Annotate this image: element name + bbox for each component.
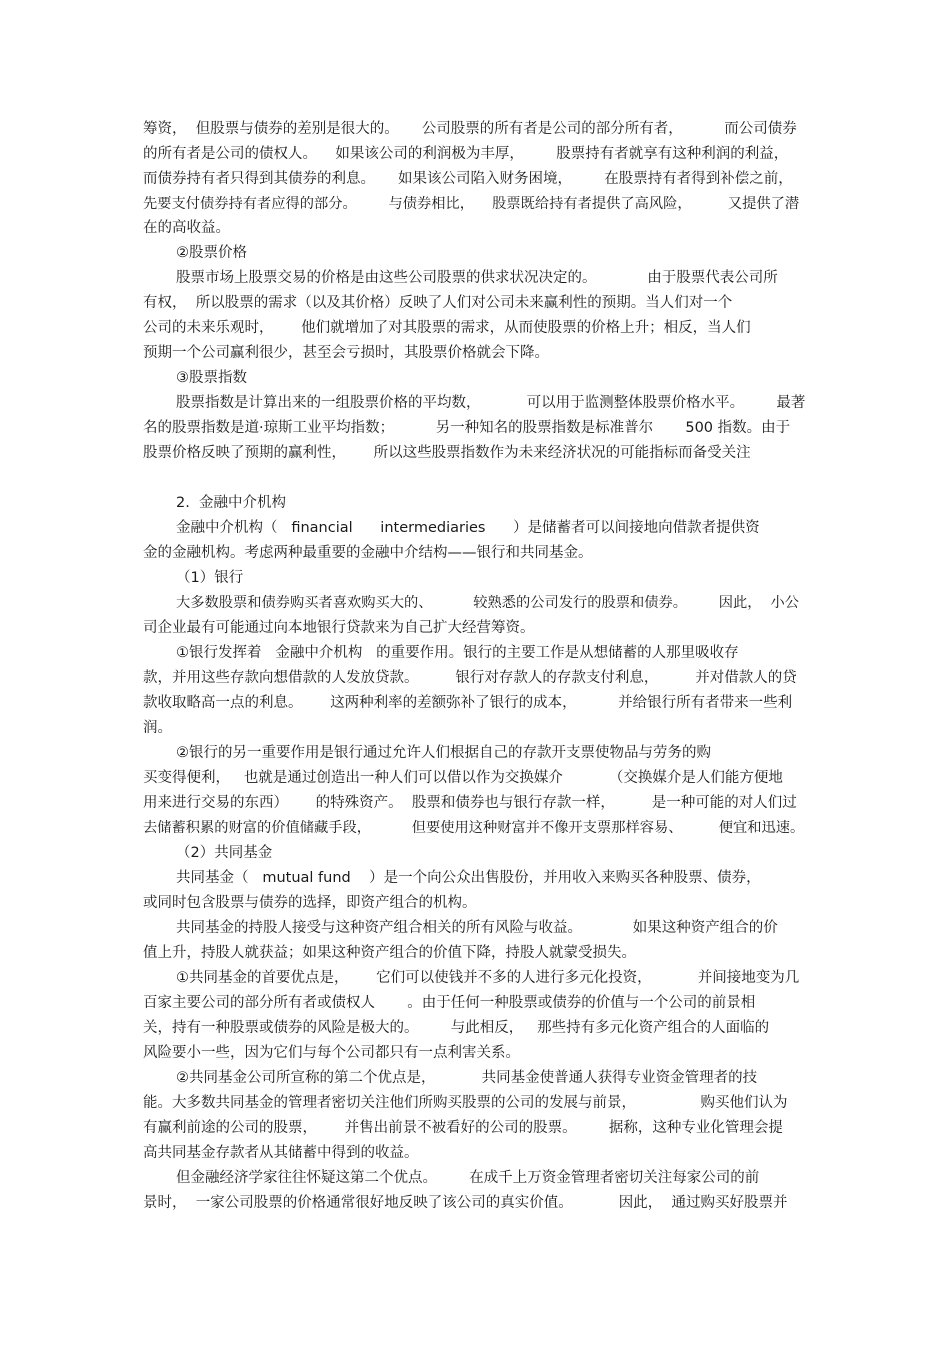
section-heading: ③股票指数 bbox=[176, 370, 247, 386]
text-line: 风险要小一些，因为它们与每个公司都只有一点利害关系。 bbox=[143, 1045, 520, 1061]
section-heading: （2）共同基金 bbox=[176, 845, 273, 861]
text-line: ②银行的另一重要作用是银行通过允许人们根据自己的存款开支票使物品与劳务的购 bbox=[176, 745, 711, 761]
section-heading: ②股票价格 bbox=[176, 245, 247, 261]
text-line: 能。大多数共同基金的管理者密切关注他们所购买股票的公司的发展与前景， 购买他们认为 bbox=[143, 1095, 788, 1111]
text-line: 在的高收益。 bbox=[143, 220, 230, 236]
text-line: 名的股票指数是道·琼斯工业平均指数； 另一种知名的股票指数是标准普尔 500 指数。由于 bbox=[143, 420, 791, 436]
text-line: 公司的未来乐观时， 他们就增加了对其股票的需求，从而使股票的价格上升；相反，当人们 bbox=[143, 320, 751, 336]
text-line: 买变得便利， 也就是通过创造出一种人们可以借以作为交换媒介 （交换媒介是人们能方便地 bbox=[143, 770, 783, 786]
text-line: 百家主要公司的部分所有者或债权人 。由于任何一种股票或债券的价值与一个公司的前景相 bbox=[143, 995, 756, 1011]
text-line: 有赢利前途的公司的股票， 并售出前景不被看好的公司的股票。 据称，这种专业化管理会提 bbox=[143, 1120, 783, 1136]
text-line: 的所有者是公司的债权人。 如果该公司的利润极为丰厚， 股票持有者就享有这种利润的利益， bbox=[143, 146, 789, 162]
text-line: 金的金融机构。考虑两种最重要的金融中介结构——银行和共同基金。 bbox=[143, 545, 593, 561]
text-line: 或同时包含股票与债券的选择，即资产组合的机构。 bbox=[143, 895, 477, 911]
text-line: 共同基金的持股人接受与这种资产组合相关的所有风险与收益。 如果这种资产组合的价 bbox=[176, 920, 778, 936]
text-line: ①共同基金的首要优点是， 它们可以使钱并不多的人进行多元化投资， 并间接地变为几 bbox=[176, 970, 800, 986]
text-line: 景时， 一家公司股票的价格通常很好地反映了该公司的真实价值。 因此， 通过购买好股票并 bbox=[143, 1195, 788, 1211]
text-line: 大多数股票和债券购买者喜欢购买大的、 较熟悉的公司发行的股票和债券。 因此， 小公 bbox=[176, 595, 800, 611]
text-line: 筹资， 但股票与债券的差别是很大的。 公司股票的所有者是公司的部分所有者， 而公司债券 bbox=[143, 121, 797, 137]
text-line: 值上升，持股人就获益；如果这种资产组合的价值下降，持股人就蒙受损失。 bbox=[143, 945, 636, 961]
text-line: 有权， 所以股票的需求（以及其价格）反映了人们对公司未来赢利性的预期。当人们对一个 bbox=[143, 295, 733, 311]
text-line: 股票价格反映了预期的赢利性， 所以这些股票指数作为未来经济状况的可能指标而备受关注 bbox=[143, 445, 751, 461]
text-line: 款收取略高一点的利息。 这两种利率的差额弥补了银行的成本， 并给银行所有者带来一些利 bbox=[143, 695, 793, 711]
text-line: 而债券持有者只得到其债券的利息。 如果该公司陷入财务困境， 在股票持有者得到补偿之前， bbox=[143, 171, 793, 187]
text-line: 润。 bbox=[143, 720, 172, 736]
text-line: 司企业最有可能通过向本地银行贷款来为自己扩大经营筹资。 bbox=[143, 620, 535, 636]
text-line: 关，持有一种股票或债券的风险是极大的。 与此相反， 那些持有多元化资产组合的人面临的 bbox=[143, 1020, 770, 1036]
text-line: 去储蓄积累的财富的价值储藏手段， 但要使用这种财富并不像开支票那样容易、 便宜和迅速。 bbox=[143, 820, 805, 836]
text-line: 共同基金（ mutual fund ）是一个向公众出售股份，并用收入来购买各种股票、债券， bbox=[176, 870, 761, 886]
text-line: 股票市场上股票交易的价格是由这些公司股票的供求状况决定的。 由于股票代表公司所 bbox=[176, 270, 778, 286]
section-heading: （1）银行 bbox=[176, 570, 244, 586]
text-line: 但金融经济学家往往怀疑这第二个优点。 在成千上万资金管理者密切关注每家公司的前 bbox=[176, 1170, 760, 1186]
text-line: ①银行发挥着 金融中介机构 的重要作用。银行的主要工作是从想储蓄的人那里吸收存 bbox=[176, 645, 739, 661]
text-line: 用来进行交易的东西） 的特殊资产。 股票和债券也与银行存款一样， 是一种可能的对人们过 bbox=[143, 795, 797, 811]
text-line: 高共同基金存款者从其储蓄中得到的收益。 bbox=[143, 1145, 419, 1161]
text-line: ②共同基金公司所宣称的第二个优点是， 共同基金使普通人获得专业资金管理者的技 bbox=[176, 1070, 758, 1086]
section-heading: 2. 金融中介机构 bbox=[176, 495, 287, 511]
text-line: 股票指数是计算出来的一组股票价格的平均数， 可以用于监测整体股票价格水平。 最著 bbox=[176, 395, 806, 411]
text-line: 先要支付债券持有者应得的部分。 与债券相比， 股票既给持有者提供了高风险， 又提供了潜 bbox=[143, 196, 800, 212]
text-line: 款，并用这些存款向想借款的人发放贷款。 银行对存款人的存款支付利息， 并对借款人的贷 bbox=[143, 670, 797, 686]
text-line: 预期一个公司赢利很少，甚至会亏损时，其股票价格就会下降。 bbox=[143, 345, 549, 361]
text-line: 金融中介机构（ financial intermediaries ）是储蓄者可以间接地向借款者提供资 bbox=[176, 520, 760, 536]
